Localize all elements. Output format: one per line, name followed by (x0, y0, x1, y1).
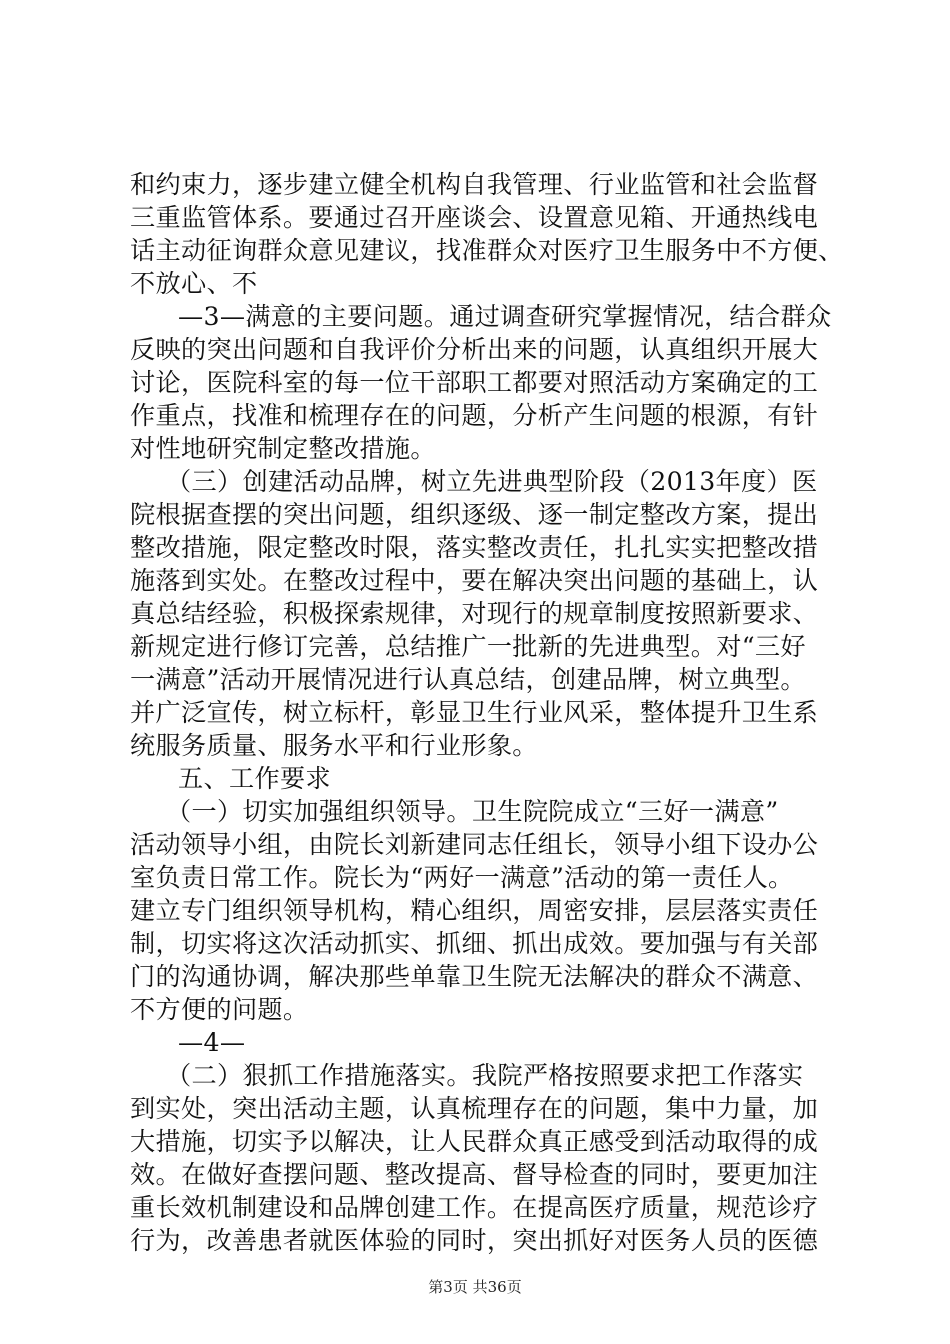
text-line: 作重点，找准和梳理存在的问题，分析产生问题的根源，有针 (130, 401, 819, 430)
text-line: 一满意”活动开展情况进行认真总结，创建品牌，树立典型。 (130, 665, 806, 694)
text-line: —4— (178, 1028, 246, 1057)
text-line: 建立专门组织领导机构，精心组织，周密安排，层层落实责任 (130, 896, 819, 925)
text-line: 门的沟通协调，解决那些单靠卫生院无法解决的群众不满意、 (130, 962, 819, 991)
text-line: 活动领导小组，由院长刘新建同志任组长，领导小组下设办公 (130, 830, 819, 859)
text-line: （三）创建活动品牌，树立先进典型阶段（2013年度）医 (166, 467, 818, 496)
text-line: 行为，改善患者就医体验的同时，突出抓好对医务人员的医德 (130, 1226, 819, 1255)
text-line: 话主动征询群众意见建议，找准群众对医疗卫生服务中不方便、 (130, 236, 844, 265)
text-line: 对性地研究制定整改措施。 (130, 434, 436, 463)
text-line: 效。在做好查摆问题、整改提高、督导检查的同时，要更加注 (130, 1160, 819, 1189)
text-line: 统服务质量、服务水平和行业形象。 (130, 731, 538, 760)
text-line: 整改措施，限定整改时限，落实整改责任，扎扎实实把整改措 (130, 533, 819, 562)
text-line: —3—满意的主要问题。通过调查研究掌握情况，结合群众 (178, 302, 832, 331)
text-line: 到实处，突出活动主题，认真梳理存在的问题，集中力量，加 (130, 1094, 819, 1123)
page-footer: 第3页 共36页 (428, 1278, 522, 1296)
body-text (130, 168, 844, 1257)
text-line: （二）狠抓工作措施落实。我院严格按照要求把工作落实 (166, 1061, 804, 1090)
text-line: 制，切实将这次活动抓实、抓细、抓出成效。要加强与有关部 (130, 929, 819, 958)
text-line: 三重监管体系。要通过召开座谈会、设置意见箱、开通热线电 (130, 203, 819, 232)
text-line: （一）切实加强组织领导。卫生院院成立“三好一满意” (166, 797, 779, 826)
text-line: 重长效机制建设和品牌创建工作。在提高医疗质量，规范诊疗 (130, 1193, 819, 1222)
text-line: 院根据查摆的突出问题，组织逐级、逐一制定整改方案，提出 (130, 500, 819, 529)
text-line: 真总结经验，积极探索规律，对现行的规章制度按照新要求、 (130, 599, 819, 628)
text-line: 讨论，医院科室的每一位干部职工都要对照活动方案确定的工 (130, 368, 819, 397)
text-line: 施落到实处。在整改过程中，要在解决突出问题的基础上，认 (130, 566, 819, 595)
text-line: 大措施，切实予以解决，让人民群众真正感受到活动取得的成 (130, 1127, 819, 1156)
text-line: 和约束力，逐步建立健全机构自我管理、行业监管和社会监督 (130, 170, 819, 199)
text-line: 新规定进行修订完善，总结推广一批新的先进典型。对“三好 (130, 632, 806, 661)
text-line: 并广泛宣传，树立标杆，彰显卫生行业风采，整体提升卫生系 (130, 698, 819, 727)
text-line: 室负责日常工作。院长为“两好一满意”活动的第一责任人。 (130, 863, 794, 892)
text-line: 五、工作要求 (178, 764, 331, 793)
text-line: 反映的突出问题和自我评价分析出来的问题，认真组织开展大 (130, 335, 819, 364)
text-line: 不放心、不 (130, 269, 258, 298)
text-line: 不方便的问题。 (130, 995, 309, 1024)
